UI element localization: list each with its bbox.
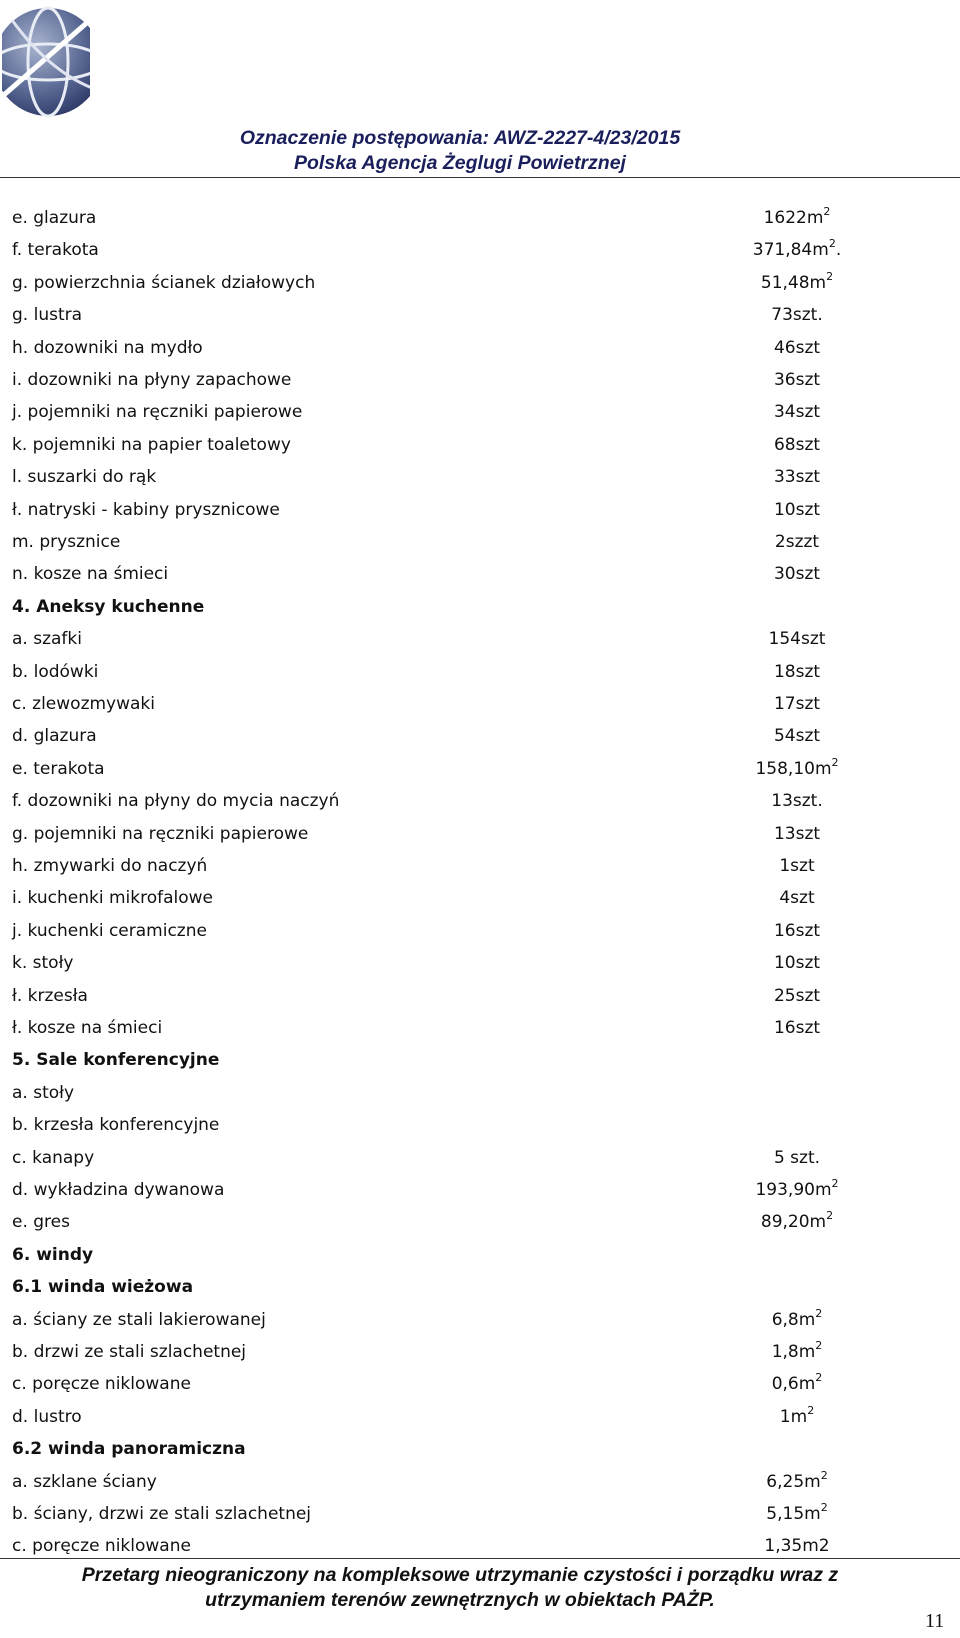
list-item	[12, 366, 942, 394]
section-heading-label: 5. Sale konferencyjne	[12, 1050, 220, 1071]
unit-exponent: 2	[831, 755, 839, 769]
item-label: i. dozowniki na płyny zapachowe	[12, 370, 292, 390]
item-quantity	[742, 1144, 852, 1172]
item-quantity	[742, 949, 852, 977]
list-item	[12, 204, 942, 232]
item-quantity-value: 30szt	[773, 564, 821, 585]
list-item	[12, 658, 942, 686]
item-quantity	[742, 560, 852, 588]
item-label: g. powierzchnia ścianek działowych	[12, 272, 316, 293]
item-label: e. terakota	[12, 758, 105, 779]
tender-description-cont: utrzymaniem terenów zewnętrznych w obiektach PAŻP.	[205, 1589, 715, 1611]
item-quantity-value: 13szt.	[771, 791, 823, 812]
list-item	[12, 1306, 942, 1334]
list-item	[12, 1176, 942, 1204]
item-quantity	[742, 1306, 852, 1334]
item-label: b. ściany, drzwi ze stali szlachetnej	[12, 1504, 312, 1524]
item-quantity	[742, 917, 852, 945]
section-heading	[12, 1273, 942, 1301]
item-quantity-value: 54szt	[773, 726, 821, 747]
item-quantity-value: 73szt.	[771, 305, 823, 326]
list-item	[12, 690, 942, 718]
item-quantity-value: 154szt	[768, 629, 826, 650]
unit-exponent: 2	[831, 1177, 839, 1190]
item-label: n. kosze na śmieci	[12, 564, 169, 585]
list-item	[12, 982, 942, 1010]
unit-exponent: 2	[823, 205, 831, 218]
item-quantity-value: 0,6m	[771, 1374, 816, 1395]
footer-divider	[0, 1558, 960, 1559]
section-heading	[12, 1435, 942, 1463]
agency-logo	[2, 0, 90, 128]
item-quantity	[742, 982, 852, 1010]
item-label: b. krzesła konferencyjne	[12, 1115, 220, 1136]
item-quantity-value: 1622m	[763, 208, 824, 228]
item-quantity	[742, 1500, 852, 1528]
unit-exponent: 2	[826, 1209, 834, 1223]
item-quantity-value: 25szt	[773, 985, 821, 1006]
item-label: g. lustra	[12, 305, 83, 326]
item-quantity	[742, 398, 852, 426]
list-item	[12, 1208, 942, 1236]
item-quantity-value: 6,25m	[766, 1471, 821, 1492]
list-item	[12, 431, 942, 459]
item-quantity-value: 51,48m	[760, 272, 827, 293]
item-quantity	[742, 820, 852, 848]
item-label: b. drzwi ze stali szlachetnej	[12, 1342, 247, 1362]
list-item	[12, 755, 942, 783]
list-item	[12, 560, 942, 588]
item-quantity-value: 68szt	[773, 434, 821, 455]
unit-exponent: 2	[807, 1403, 815, 1417]
list-item	[12, 949, 942, 977]
unit-exponent: 2	[815, 1371, 823, 1385]
list-item	[12, 1014, 942, 1042]
item-quantity	[742, 431, 852, 459]
item-quantity	[742, 1370, 852, 1398]
item-quantity-value: 89,20m	[760, 1212, 827, 1233]
item-quantity-value: 4szt	[779, 888, 815, 909]
list-item	[12, 1144, 942, 1172]
item-quantity	[742, 1532, 852, 1560]
item-label: d. glazura	[12, 726, 97, 747]
item-quantity	[742, 1014, 852, 1042]
item-quantity	[742, 204, 852, 232]
item-label: b. lodówki	[12, 661, 99, 682]
trailing-punctuation: .	[835, 240, 842, 261]
item-quantity	[742, 528, 852, 556]
agency-name: Polska Agencja Żeglugi Powietrznej	[294, 152, 626, 174]
item-label: j. pojemniki na ręczniki papierowe	[12, 402, 303, 423]
item-quantity-value: 10szt	[773, 499, 821, 520]
list-item	[12, 625, 942, 653]
item-label: ł. kosze na śmieci	[12, 1018, 163, 1038]
item-quantity	[742, 852, 852, 880]
unit-exponent: 2	[815, 1306, 823, 1320]
item-label: ł. krzesła	[12, 985, 88, 1006]
list-item	[12, 1500, 942, 1528]
section-heading-label: 6. windy	[12, 1244, 94, 1265]
list-item	[12, 528, 942, 556]
item-label: e. glazura	[12, 208, 97, 228]
item-quantity	[742, 787, 852, 815]
item-label: h. zmywarki do naczyń	[12, 856, 208, 876]
item-quantity	[742, 755, 852, 783]
list-item	[12, 1111, 942, 1139]
item-label: c. zlewozmywaki	[12, 694, 155, 714]
item-quantity	[742, 269, 852, 297]
item-label: h. dozowniki na mydło	[12, 337, 203, 358]
item-label: g. pojemniki na ręczniki papierowe	[12, 823, 309, 844]
item-label: a. ściany ze stali lakierowanej	[12, 1309, 266, 1330]
item-quantity-value: 1m	[779, 1406, 808, 1427]
unit-exponent: 2	[820, 1468, 828, 1482]
list-item	[12, 1079, 942, 1107]
item-quantity	[742, 1176, 852, 1204]
item-label: ł. natryski - kabiny prysznicowe	[12, 499, 280, 520]
document-footer	[40, 1563, 880, 1613]
list-item	[12, 269, 942, 297]
list-item	[12, 722, 942, 750]
item-label: c. poręcze niklowane	[12, 1536, 191, 1557]
list-item	[12, 787, 942, 815]
item-label: l. suszarki do rąk	[12, 467, 157, 488]
item-label: a. szafki	[12, 629, 82, 650]
section-heading	[12, 1241, 942, 1269]
item-quantity	[742, 463, 852, 491]
item-quantity-value: 33szt	[773, 467, 821, 488]
item-label: a. szklane ściany	[12, 1471, 157, 1492]
item-quantity	[742, 722, 852, 750]
list-item	[12, 917, 942, 945]
item-quantity	[742, 1468, 852, 1496]
list-item	[12, 884, 942, 912]
item-quantity-value: 1,8m	[771, 1342, 816, 1362]
unit-exponent: 2	[815, 1339, 823, 1352]
item-quantity-value: 371,84m	[752, 240, 829, 261]
unit-exponent: 2	[828, 237, 836, 251]
list-item	[12, 820, 942, 848]
item-quantity-value: 158,10m	[755, 758, 832, 779]
item-quantity-value: 1szt	[779, 856, 815, 876]
item-label: f. terakota	[12, 240, 99, 261]
item-quantity	[742, 625, 852, 653]
page-number: 11	[925, 1610, 945, 1632]
item-quantity-value: 13szt	[773, 823, 821, 844]
item-quantity-value: 1,35m2	[764, 1536, 830, 1557]
item-quantity-value: 5 szt.	[773, 1147, 821, 1168]
list-item	[12, 1468, 942, 1496]
item-label: j. kuchenki ceramiczne	[12, 920, 207, 941]
item-label: e. gres	[12, 1212, 70, 1233]
list-item	[12, 463, 942, 491]
item-quantity-value: 17szt	[773, 694, 821, 714]
tender-description: Przetarg nieograniczony na kompleksowe utrzymanie czystości i porządku wraz z	[81, 1564, 839, 1586]
section-heading	[12, 1046, 942, 1074]
item-quantity-value: 5,15m	[766, 1504, 821, 1524]
list-item	[12, 334, 942, 362]
item-quantity	[742, 1338, 852, 1366]
item-label: k. pojemniki na papier toaletowy	[12, 434, 291, 455]
item-quantity-value: 10szt	[773, 953, 821, 974]
item-quantity-value: 18szt	[773, 661, 821, 682]
list-item	[12, 301, 942, 329]
item-quantity-value: 36szt	[773, 370, 821, 390]
section-heading	[12, 593, 942, 621]
item-quantity	[742, 496, 852, 524]
section-heading-label: 6.2 winda panoramiczna	[12, 1439, 246, 1460]
item-label: k. stoły	[12, 953, 74, 974]
list-item	[12, 236, 942, 264]
item-quantity	[742, 884, 852, 912]
header-divider	[0, 177, 960, 178]
item-label: a. stoły	[12, 1082, 75, 1103]
item-quantity-value: 6,8m	[771, 1309, 816, 1330]
item-quantity	[742, 301, 852, 329]
item-label: d. lustro	[12, 1406, 82, 1427]
item-quantity-value: 34szt	[773, 402, 821, 423]
item-quantity	[742, 658, 852, 686]
unit-exponent: 2	[820, 1501, 828, 1514]
item-quantity-value: 46szt	[773, 337, 821, 358]
list-item	[12, 1532, 942, 1560]
item-quantity	[742, 1208, 852, 1236]
item-quantity	[742, 690, 852, 718]
item-quantity	[742, 334, 852, 362]
document-header	[200, 126, 720, 176]
item-quantity	[742, 236, 852, 264]
item-label: c. poręcze niklowane	[12, 1374, 191, 1395]
procedure-designation: Oznaczenie postępowania: AWZ-2227-4/23/2015	[239, 127, 681, 149]
item-quantity-value: 16szt	[773, 1018, 821, 1038]
item-quantity	[742, 1403, 852, 1431]
item-quantity-value: 193,90m	[755, 1180, 832, 1200]
item-quantity-value: 2szzt	[774, 532, 820, 552]
list-item	[12, 1370, 942, 1398]
item-label: f. dozowniki na płyny do mycia naczyń	[12, 791, 340, 812]
section-heading-label: 6.1 winda wieżowa	[12, 1277, 194, 1298]
item-label: d. wykładzina dywanowa	[12, 1180, 225, 1200]
section-heading-label: 4. Aneksy kuchenne	[12, 596, 205, 617]
list-item	[12, 496, 942, 524]
list-item	[12, 852, 942, 880]
item-label: c. kanapy	[12, 1147, 95, 1168]
item-label: i. kuchenki mikrofalowe	[12, 888, 213, 909]
list-item	[12, 398, 942, 426]
list-item	[12, 1403, 942, 1431]
item-label: m. prysznice	[12, 532, 121, 552]
item-quantity-value: 16szt	[773, 920, 821, 941]
list-item	[12, 1338, 942, 1366]
item-quantity	[742, 366, 852, 394]
unit-exponent: 2	[826, 269, 834, 283]
